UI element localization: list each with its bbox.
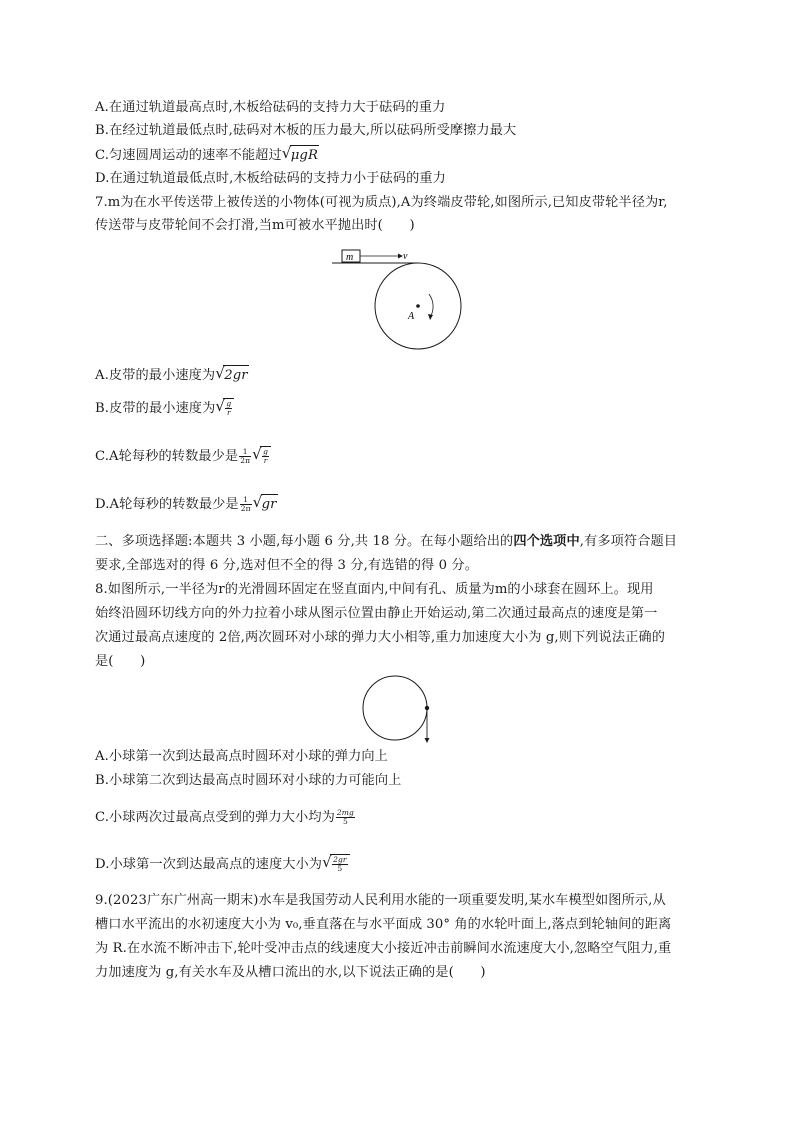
q7-option-c-num: g [263, 447, 269, 456]
sqrt-symbol: √ $\frac{g}{r}$ [252, 446, 271, 467]
q6-option-c-radicand: μgR [290, 145, 319, 166]
q8-stem-line4: 是( ) [95, 654, 146, 669]
pulley-center [416, 304, 420, 308]
rotation-arrowhead [428, 314, 433, 320]
q8-option-d-text: D.小球第一次到达最高点的速度大小为 [95, 857, 323, 872]
sqrt-symbol: √ gr [253, 494, 278, 515]
q7-option-d-text: D.A轮每秒的转数最少是 [95, 497, 239, 512]
q7-figure [330, 248, 480, 358]
q6-option-d: D.在通过轨道最低点时,木板给砝码的支持力小于砝码的重力 [95, 171, 446, 186]
q7-option-b-den: r [227, 408, 231, 417]
velocity-label: v [403, 251, 408, 262]
q8-option-c-num: 2mg [336, 808, 354, 817]
sqrt-symbol: √ $\frac{2gr}{5}$ [322, 854, 349, 875]
fraction [262, 448, 269, 465]
fraction [225, 400, 232, 417]
q7-option-d-coef-num: 1 [240, 496, 252, 505]
q8-option-d [95, 854, 350, 875]
rotation-arrow [429, 294, 433, 316]
q6-option-c-text: C.匀速圆周运动的速率不能超过 [95, 148, 282, 163]
q8-option-d-num: 2gr [333, 855, 347, 864]
q7-option-c-den: r [263, 456, 268, 465]
q8-stem-line3: 次通过最高点速度的 2倍,两次圆环对小球的弹力大小相等,重力加速度大小为 g,则下列说法正确的 [95, 630, 665, 645]
q7-option-d-coef-den: 2π [240, 504, 251, 513]
q7-option-a-text: A.皮带的最小速度为 [95, 368, 216, 383]
q8-figure [355, 673, 445, 748]
q6-option-a: A.在通过轨道最高点时,木板给砝码的支持力大于砝码的重力 [95, 100, 446, 115]
fraction [332, 856, 347, 873]
pulley-center-label: A [408, 311, 415, 322]
q7-stem-line1: 7.m为在水平传送带上被传送的小物体(可视为质点),A为终端皮带轮,如图所示,已知皮带轮半径为r, [95, 195, 668, 210]
q8-stem-line2: 始终沿圆环切线方向的外力拉着小球从图示位置由静止开始运动,第二次通过最高点的速度是第一 [95, 606, 658, 621]
block-m-label: m [346, 252, 354, 263]
q7-option-d [95, 494, 278, 515]
q8-option-c-den: 5 [342, 817, 348, 826]
q7-option-a [95, 365, 249, 386]
q7-option-c [95, 446, 271, 467]
q9-stem-line2: 槽口水平流出的水初速度大小为 v₀,垂直落在与水平面成 30° 角的水轮叶面上,落点到轮轴间的距离 [95, 917, 672, 932]
section2-text-tail: ,有多项符合题目 [579, 534, 678, 549]
q7-option-a-radicand: 2gr [223, 365, 248, 386]
fraction [239, 448, 251, 465]
sqrt-symbol: √ μgR [282, 145, 319, 166]
q8-option-a: A.小球第一次到达最高点时圆环对小球的弹力向上 [95, 749, 388, 764]
sqrt-symbol: √ $\frac{g}{r}$ [215, 398, 234, 419]
q7-option-b-text: B.皮带的最小速度为 [95, 401, 216, 416]
q8-option-d-den: 5 [337, 864, 343, 873]
q6-option-b: B.在经过轨道最低点时,砝码对木板的压力最大,所以砝码所受摩擦力最大 [95, 123, 517, 138]
q7-option-b-num: g [226, 399, 232, 408]
q7-option-c-text: C.A轮每秒的转数最少是 [95, 449, 239, 464]
q7-option-b [95, 398, 234, 419]
q8-option-c-text: C.小球两次过最高点受到的弹力大小均为 [95, 810, 335, 825]
section2-header-line1 [95, 532, 677, 552]
q7-option-d-radicand: gr [261, 494, 278, 515]
section2-text: 二、多项选择题:本题共 3 小题,每小题 6 分,共 18 分。在每小题给出的 [95, 534, 514, 549]
q8-option-c [95, 808, 356, 828]
q6-option-c [95, 145, 319, 166]
ring [363, 676, 427, 740]
q8-stem-line1: 8.如图所示,一半径为r的光滑圆环固定在竖直面内,中间有孔、质量为m的小球套在圆环上。现用 [95, 582, 654, 597]
section2-bold-text: 四个选项中 [513, 534, 580, 549]
force-arrowhead [425, 738, 430, 743]
q9-stem-line1: 9.(2023广东广州高一期末)水车是我国劳动人民利用水能的一项重要发明,某水车模型如图所示,从 [95, 893, 666, 908]
fraction [336, 809, 355, 826]
section2-header-line2: 要求,全部选对的得 6 分,选对但不全的得 3 分,有选错的得 0 分。 [95, 558, 478, 573]
q8-option-b: B.小球第二次到达最高点时圆环对小球的力可能向上 [95, 773, 402, 788]
fraction [240, 496, 252, 513]
q7-option-c-coef-num: 1 [239, 448, 251, 457]
q7-option-c-coef-den: 2π [240, 456, 251, 465]
q7-stem-line2: 传送带与皮带轮间不会打滑,当m可被水平抛出时( ) [95, 218, 415, 233]
q9-stem-line4: 力加速度为 g,有关水车及从槽口流出的水,以下说法正确的是( ) [95, 965, 486, 980]
sqrt-symbol: √ 2gr [215, 365, 248, 386]
q9-stem-line3: 为 R.在水流不断冲击下,轮叶受冲击点的线速度大小接近冲击前瞬间水流速度大小,忽略空气阻力,重 [95, 941, 672, 956]
